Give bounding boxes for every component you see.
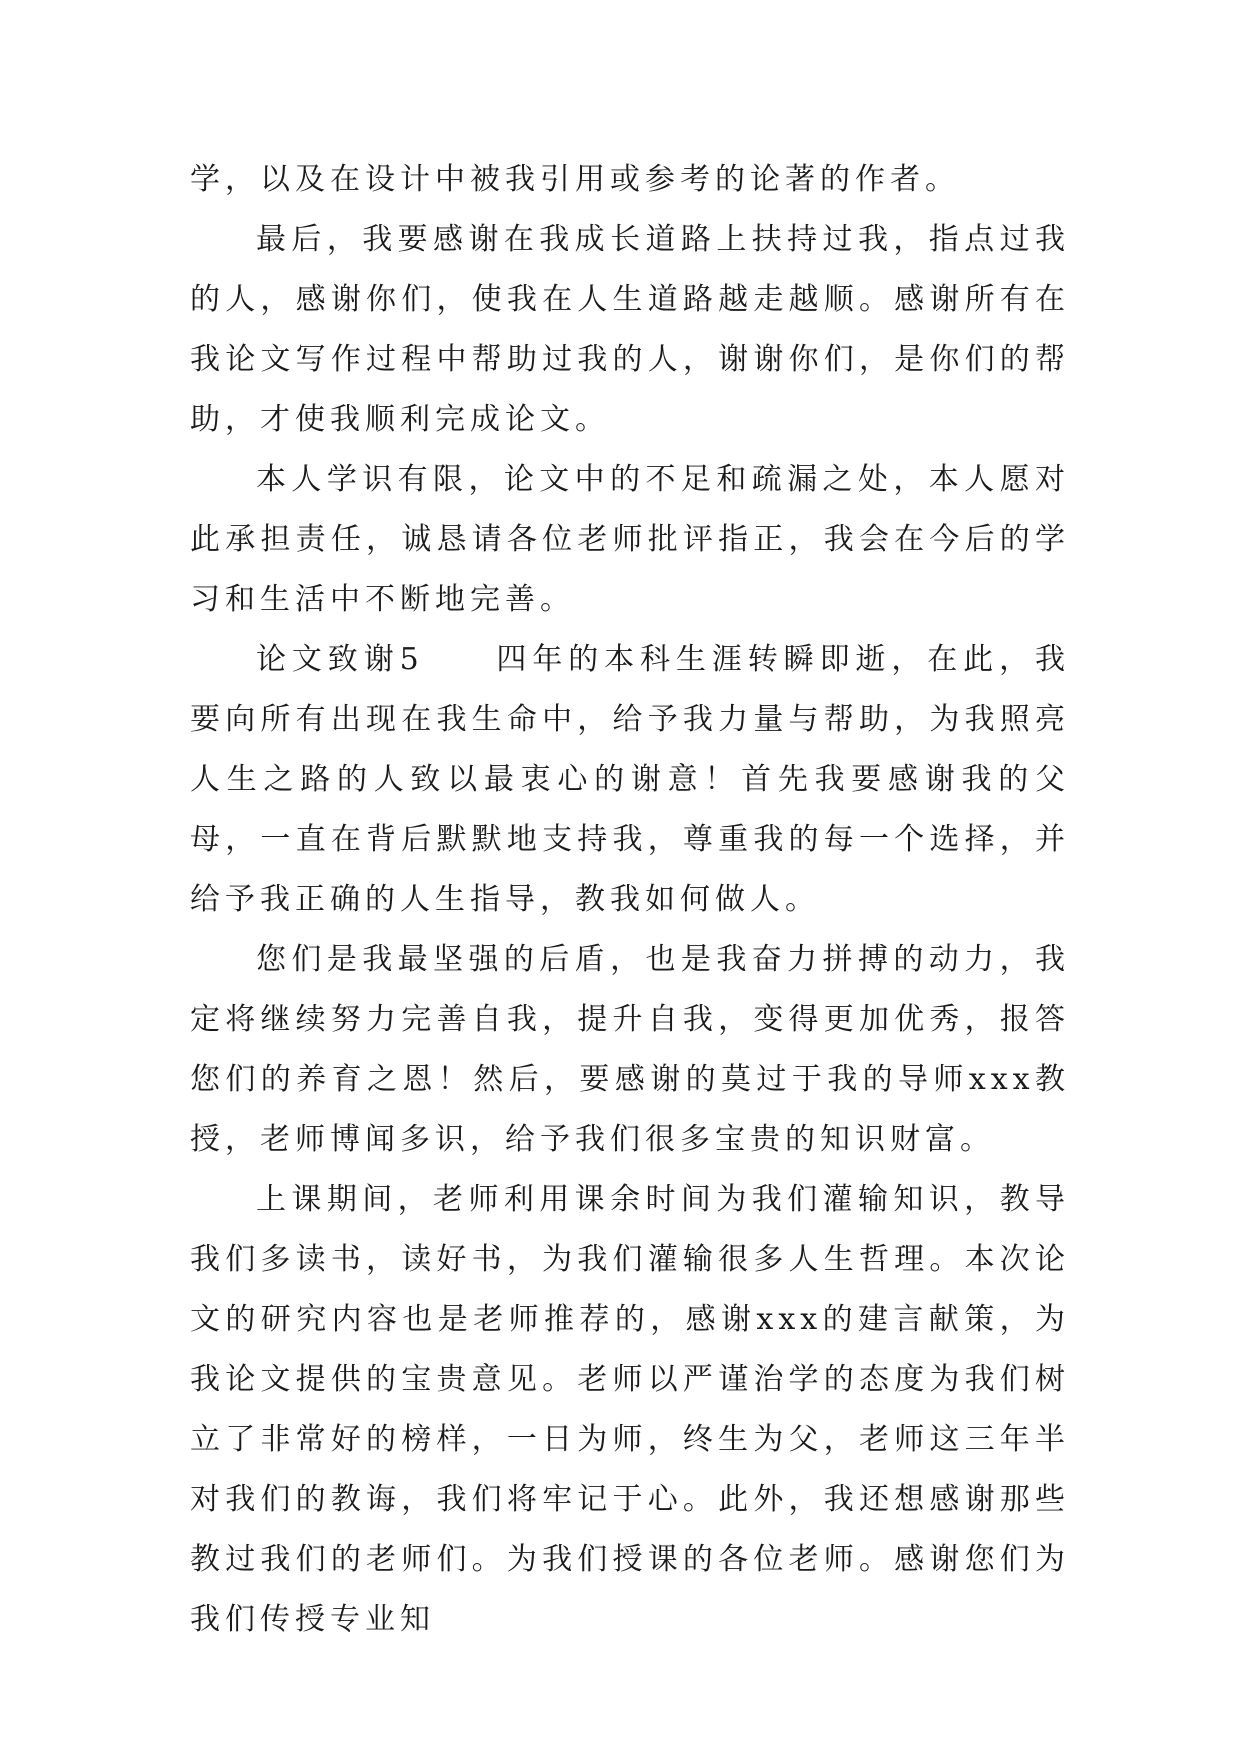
paragraph-3: 本人学识有限，论文中的不足和疏漏之处，本人愿对此承担责任，诚恳请各位老师批评指正，我会在今后的学习和生活中不断地完善。 <box>190 462 1070 617</box>
paragraph-2: 最后，我要感谢在我成长道路上扶持过我，指点过我的人，感谢你们，使我在人生道路越走越顺。感谢所有在我论文写作过程中帮助过我的人，谢谢你们，是你们的帮助，才使我顺利完成论文。 <box>190 222 1070 437</box>
paragraph-1: 学，以及在设计中被我引用或参考的论著的作者。 <box>190 162 960 197</box>
paragraph-4: 论文致谢5 四年的本科生涯转瞬即逝，在此，我要向所有出现在我生命中，给予我力量与帮助，为我照亮人生之路的人致以最衷心的谢意！首先我要感谢我的父母，一直在背后默默地支持我，尊重我的每一个选择，并给予我正确的人生指导，教我如何做人。 <box>190 642 1070 917</box>
paragraph-5: 您们是我最坚强的后盾，也是我奋力拼搏的动力，我定将继续努力完善自我，提升自我，变得更加优秀，报答您们的养育之恩！然后，要感谢的莫过于我的导师xxx教授，老师博闻多识，给予我们很多宝贵的知识财富。 <box>190 942 1070 1157</box>
paragraph-6: 上课期间，老师利用课余时间为我们灌输知识，教导我们多读书，读好书，为我们灌输很多人生哲理。本次论文的研究内容也是老师推荐的，感谢xxx的建言献策，为我论文提供的宝贵意见。老师以严谨治学的态度为我们树立了非常好的榜样，一日为师，终生为父，老师这三年半对我们的教诲，我们将牢记于心。此外，我还想感谢那些教过我们的老师们。为我们授课的各位老师。感谢您们为我们传授专业知 <box>190 1182 1070 1637</box>
document-body <box>190 150 1070 1650</box>
